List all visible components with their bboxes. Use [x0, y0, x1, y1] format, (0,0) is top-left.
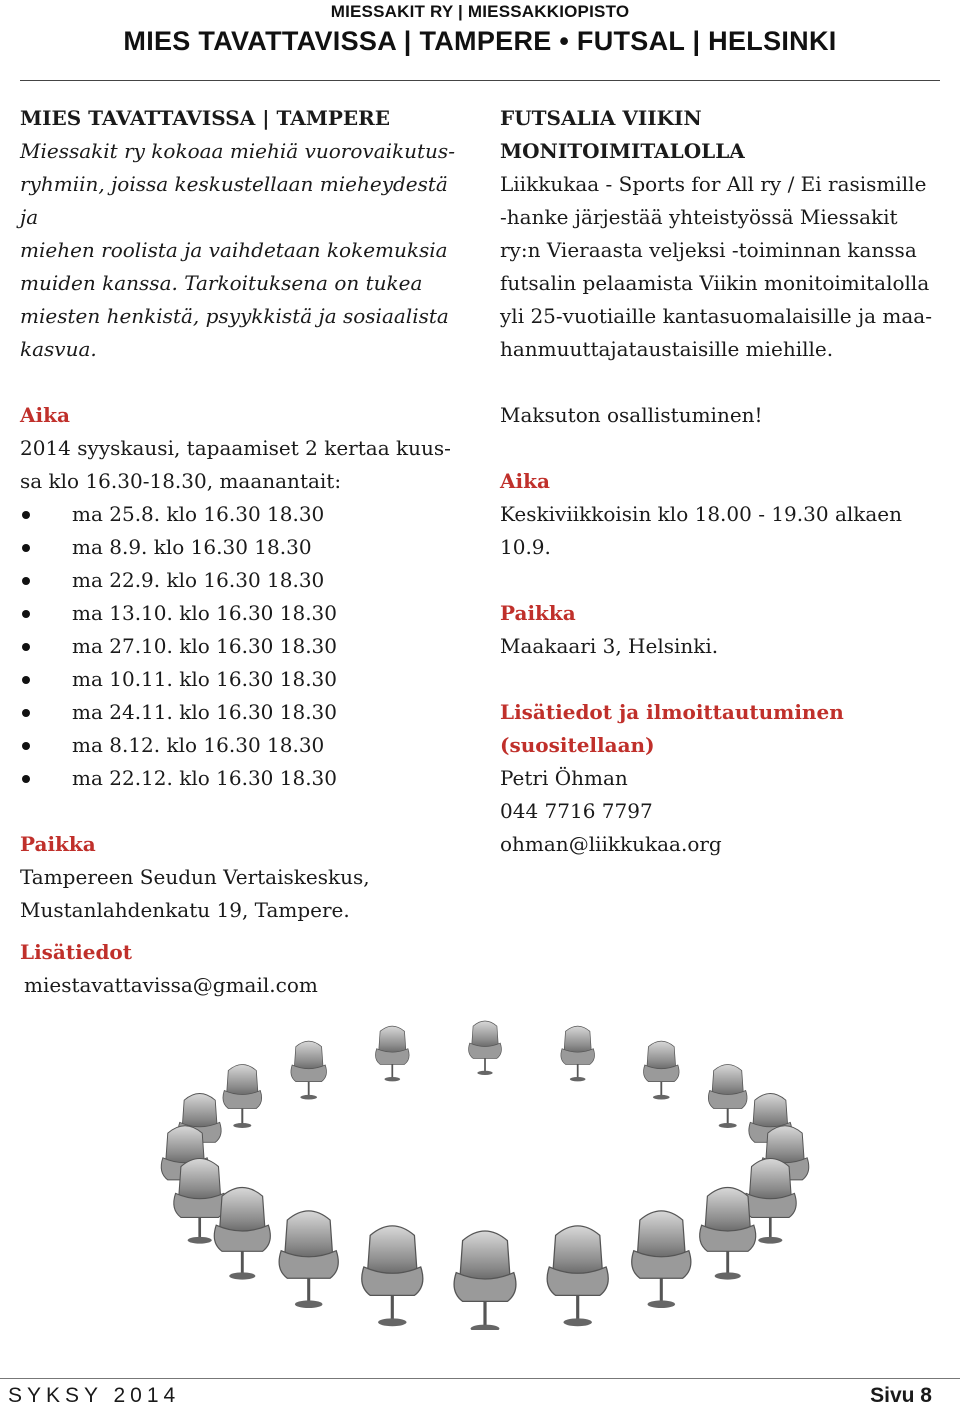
- left-info-block: [20, 936, 620, 1002]
- schedule-entry: ma 24.11. klo 16.30 18.30: [72, 700, 337, 724]
- left-info-email[interactable]: miestavattavissa@gmail.com: [24, 973, 318, 997]
- chair-icon: [644, 1041, 680, 1099]
- schedule-entry: ma 25.8. klo 16.30 18.30: [72, 502, 325, 526]
- right-info-heading: Lisätiedot ja ilmoittautuminen: [500, 700, 844, 724]
- left-time-line: sa klo 16.30-18.30, maanantait:: [20, 469, 342, 493]
- chair-icon: [362, 1226, 423, 1326]
- right-title: FUTSALIA VIIKIN MONITOIMITALOLLA: [500, 106, 745, 163]
- chair-icon: [375, 1026, 409, 1081]
- left-intro-line: ryhmiin, joissa keskustellaan mieheydestä ja: [20, 172, 448, 229]
- chair-icon: [454, 1231, 516, 1330]
- contact-name: Petri Öhman: [500, 766, 628, 790]
- left-title: MIES TAVATTAVISSA | TAMPERE: [20, 106, 391, 130]
- left-time-heading: Aika: [20, 403, 70, 427]
- schedule-entry: ma 8.12. klo 16.30 18.30: [72, 733, 325, 757]
- left-column: [20, 102, 470, 927]
- list-item: [20, 531, 470, 564]
- left-place-line: Mustanlahdenkatu 19, Tampere.: [20, 898, 350, 922]
- chair-icon: [223, 1065, 262, 1129]
- schedule-list: [20, 498, 470, 795]
- right-intro-line: ry:n Vieraasta veljeksi -toiminnan kanssa: [500, 238, 917, 262]
- bullet-icon: [22, 577, 30, 585]
- bullet-icon: [22, 709, 30, 717]
- right-place-heading: Paikka: [500, 601, 576, 625]
- list-item: [20, 696, 470, 729]
- chair-icon: [214, 1188, 270, 1280]
- footer-page-number: Sivu 8: [870, 1384, 932, 1407]
- right-intro-line: Liikkukaa - Sports for All ry / Ei rasismille: [500, 172, 927, 196]
- left-time-line: 2014 syyskausi, tapaamiset 2 kertaa kuus-: [20, 436, 451, 460]
- left-intro-line: Miessakit ry kokoaa miehiä vuorovaikutus-: [20, 139, 455, 163]
- right-info-heading-sub: (suositellaan): [500, 733, 655, 757]
- schedule-entry: ma 22.9. klo 16.30 18.30: [72, 568, 325, 592]
- right-column: [500, 102, 950, 861]
- chair-icon: [632, 1211, 691, 1308]
- header-org: MIESSAKIT RY | MIESSAKKIOPISTO: [330, 2, 630, 21]
- list-item: [20, 597, 470, 630]
- header-divider: [20, 80, 940, 81]
- bullet-icon: [22, 742, 30, 750]
- footer-season: SYKSY 2014: [8, 1384, 181, 1407]
- contact-phone: 044 7716 7797: [500, 799, 653, 823]
- bullet-icon: [22, 676, 30, 684]
- header-title: MIES TAVATTAVISSA | TAMPERE • FUTSAL | HELSINKI: [123, 26, 837, 56]
- left-intro-line: kasvua.: [20, 337, 97, 361]
- chair-icon: [700, 1188, 756, 1280]
- chair-icon: [547, 1226, 608, 1326]
- schedule-entry: ma 27.10. klo 16.30 18.30: [72, 634, 337, 658]
- bullet-icon: [22, 643, 30, 651]
- chairs-circle-illustration: [140, 1010, 830, 1330]
- left-intro-line: muiden kanssa. Tarkoituksena on tukea: [20, 271, 423, 295]
- chair-icon: [291, 1041, 327, 1099]
- list-item: [20, 663, 470, 696]
- bullet-icon: [22, 544, 30, 552]
- schedule-entry: ma 13.10. klo 16.30 18.30: [72, 601, 337, 625]
- right-intro-line: hanmuuttajataustaisille miehille.: [500, 337, 834, 361]
- schedule-entry: ma 10.11. klo 16.30 18.30: [72, 667, 337, 691]
- bullet-icon: [22, 511, 30, 519]
- list-item: [20, 498, 470, 531]
- left-intro-line: miehen roolista ja vaihdetaan kokemuksia: [20, 238, 448, 262]
- right-time-line: Keskiviikkoisin klo 18.00 - 19.30 alkaen: [500, 502, 903, 526]
- list-item: [20, 762, 470, 795]
- chair-icon: [561, 1026, 595, 1081]
- chair-icon: [279, 1211, 338, 1308]
- schedule-entry: ma 22.12. klo 16.30 18.30: [72, 766, 337, 790]
- right-time-heading: Aika: [500, 469, 550, 493]
- bullet-icon: [22, 610, 30, 618]
- chair-icon: [708, 1065, 747, 1129]
- list-item: [20, 564, 470, 597]
- right-place-text: Maakaari 3, Helsinki.: [500, 634, 719, 658]
- footer-divider: [0, 1378, 960, 1379]
- left-intro-line: miesten henkistä, psyykkistä ja sosiaalista: [20, 304, 449, 328]
- chair-icon: [469, 1021, 502, 1075]
- list-item: [20, 630, 470, 663]
- right-time-line: 10.9.: [500, 535, 551, 559]
- left-place-heading: Paikka: [20, 832, 96, 856]
- right-free-text: Maksuton osallistuminen!: [500, 403, 763, 427]
- bullet-icon: [22, 775, 30, 783]
- left-place-line: Tampereen Seudun Vertaiskeskus,: [20, 865, 370, 889]
- right-intro-line: -hanke järjestää yhteistyössä Miessakit: [500, 205, 898, 229]
- right-intro-line: yli 25-vuotiaille kantasuomalaisille ja maa-: [500, 304, 932, 328]
- right-intro-line: futsalin pelaamista Viikin monitoimitalolla: [500, 271, 930, 295]
- schedule-entry: ma 8.9. klo 16.30 18.30: [72, 535, 312, 559]
- left-info-heading: Lisätiedot: [20, 940, 133, 964]
- contact-email[interactable]: ohman@liikkukaa.org: [500, 832, 722, 856]
- list-item: [20, 729, 470, 762]
